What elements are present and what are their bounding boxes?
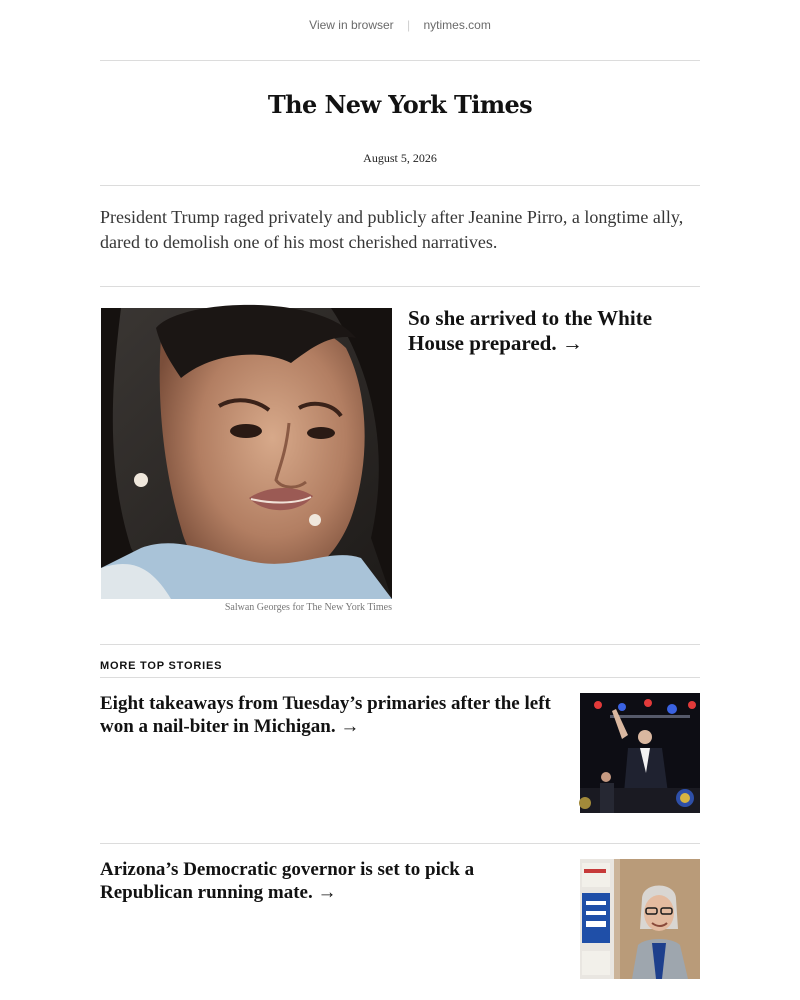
story-headline[interactable]: Eight takeaways from Tuesday’s primaries after the left won a nail-biter in Michigan. → — [100, 693, 551, 737]
view-in-browser-link[interactable]: View in browser — [309, 18, 394, 32]
logo-text: The New York Times — [267, 90, 533, 119]
nyt-logo[interactable] — [267, 86, 533, 122]
divider — [100, 677, 700, 678]
top-links — [0, 18, 800, 32]
portrait-image[interactable] — [101, 308, 392, 599]
divider — [100, 286, 700, 287]
link-separator: | — [407, 18, 411, 32]
divider — [100, 644, 700, 645]
issue-date: August 5, 2026 — [363, 151, 437, 165]
nytimes-link[interactable]: nytimes.com — [423, 18, 491, 32]
divider — [100, 843, 700, 844]
story-thumbnail[interactable] — [580, 859, 700, 979]
rally-image[interactable] — [580, 693, 700, 813]
section-label: MORE TOP STORIES — [100, 660, 223, 672]
story-headline[interactable]: Arizona’s Democratic governor is set to pick a Republican running mate. → — [100, 859, 475, 903]
photo-credit: Salwan Georges for The New York Times — [224, 602, 392, 613]
intro-paragraph: President Trump raged privately and publicly after Jeanine Pirro, a longtime ally, dared to demolish one of his most cherished narratives. — [100, 207, 684, 252]
lead-story-headline[interactable]: So she arrived to the White House prepared. → — [408, 306, 653, 355]
story-thumbnail[interactable] — [580, 693, 700, 813]
divider — [100, 185, 700, 186]
governor-image[interactable] — [580, 859, 700, 979]
lead-story-photo[interactable] — [101, 308, 392, 599]
masthead[interactable] — [0, 86, 800, 122]
divider — [100, 60, 700, 61]
